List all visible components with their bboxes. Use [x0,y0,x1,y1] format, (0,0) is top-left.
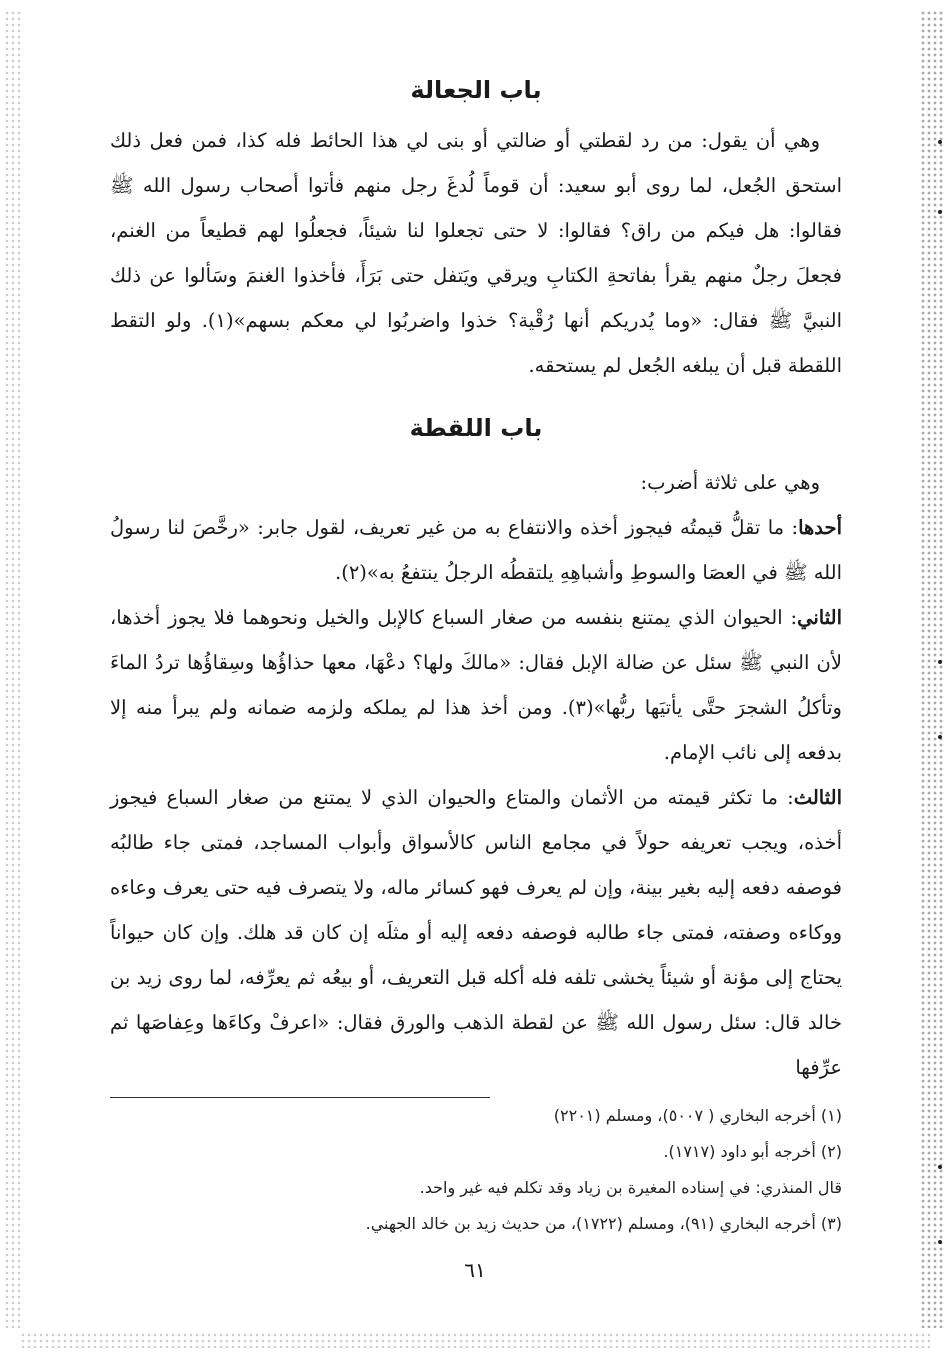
jualah-paragraph: وهي أن يقول: من رد لقطتي أو ضالتي أو بنى لي هذا الحائط فله كذا، فمن فعل ذلك استحق الجُعل، لما روى أبو سعيد: أن قوماً لُدغَ رجل منهم فأتوا أصحاب رسول الله ﷺ فقالوا: هل فيكم من راق؟ فقالوا: لا حتى تجعلوا لنا شيئاً، فجعلُوا لهم قطيعاً من الغنم، فجعلَ رجلٌ منهم يقرأ بفاتحةِ الكتابِ ويرقي ويَتفل حتى بَرَأَ، فأخذوا الغنمَ وسَألوا عن ذلك النبيَّ ﷺ فقال: «وما يُدريكم أنها رُقْية؟ خذوا واضربُوا لي معكم بسهم»(١). ولو التقط اللقطة قبل أن يبلغه الجُعل لم يستحقه. [110,129,842,377]
category-first [110,505,842,595]
category-text: : الحيوان الذي يمتنع بنفسه من صغار السباع كالإبل والخيل ونحوهما فلا يجوز أخذها، لأن النبي ﷺ سئل عن ضالة الإبل فقال: «مالكَ ولها؟ دعْهَا، معها حذاؤُها وسِقاؤُها تردُ الماءَ وتأكلُ الشجرَ حتَّى يأتيَها ربُّها»(٣). ومن أخذ هذا لم يملكه ولزمه ضمانه ولم يبرأ منه إلا بدفعه إلى نائب الإمام. [110,606,842,764]
footnote: قال المنذري: في إسناده المغيرة بن زياد وقد تكلم فيه غير واحد. [419,1178,842,1197]
binding-hole-mark [938,660,942,664]
binding-hole-mark [938,140,942,144]
binding-hole-mark [938,1165,942,1169]
luqata-intro: وهي على ثلاثة أضرب: [640,471,820,494]
category-label: أحدها [798,516,842,539]
page-number: ٦١ [464,1258,486,1282]
footnote: (٢) أخرجه أبو داود (١٧١٧). [663,1142,842,1161]
decorative-border-right [920,10,944,1328]
category-text: : ما تقلُّ قيمتُه فيجوز أخذه والانتفاع به من غير تعريف، لقول جابر: «رخَّصَ لنا رسولُ الله ﷺ في العصَا والسوطِ وأشباهِهِ يلتقطُه الرجلُ ينتفعُ به»(٢). [110,516,842,584]
category-second [110,595,842,775]
category-label: الثالث [793,786,842,809]
footnote: (٣) أخرجه البخاري (٩١)، ومسلم (١٧٢٢)، من حديث زيد بن خالد الجهني. [365,1214,842,1233]
category-label: الثاني [797,606,842,629]
footnotes [110,1085,842,1242]
section-heading-luqata: باب اللقطة [409,414,543,442]
binding-hole-mark [938,210,942,214]
binding-hole-mark [938,1240,942,1244]
category-text: : ما تكثر قيمته من الأثمان والمتاع والحيوان الذي لا يمتنع من صغار السباع فيجوز أخذه، ويجب تعريفه حولاً في مجامع الناس كالأسواق وأبواب المساجد، فمتى جاء طالبُه فوصفه دفعه إليه بغير بينة، وإن لم يعرف فهو كسائر ماله، ولا يتصرف فيه حتى يعرف وعاءه ووكاءه وصفته، فمتى جاء طالبه فوصفه دفعه إليه أو مثلَه إن كان قد هلك. وإن كان حيواناً يحتاج إلى مؤنة أو شيئاً يخشى تلفه فله أكله قبل التعريف، أو بيعُه ثم يعرِّفه، لما روى زيد بن خالد قال: سئل رسول الله ﷺ عن لقطة الذهب والورق فقال: «اعرفْ وكاءَها وعِفاصَها ثم عرِّفها [110,786,842,1079]
binding-hole-mark [938,735,942,739]
footnote: (١) أخرجه البخاري ( ٥٠٠٧)، ومسلم (٢٢٠١) [553,1106,842,1125]
decorative-border-bottom [20,1332,930,1348]
decorative-border-left [4,10,24,1328]
page-content [110,70,842,1090]
section-heading-jualah: باب الجعالة [410,76,542,104]
category-third [110,775,842,1090]
